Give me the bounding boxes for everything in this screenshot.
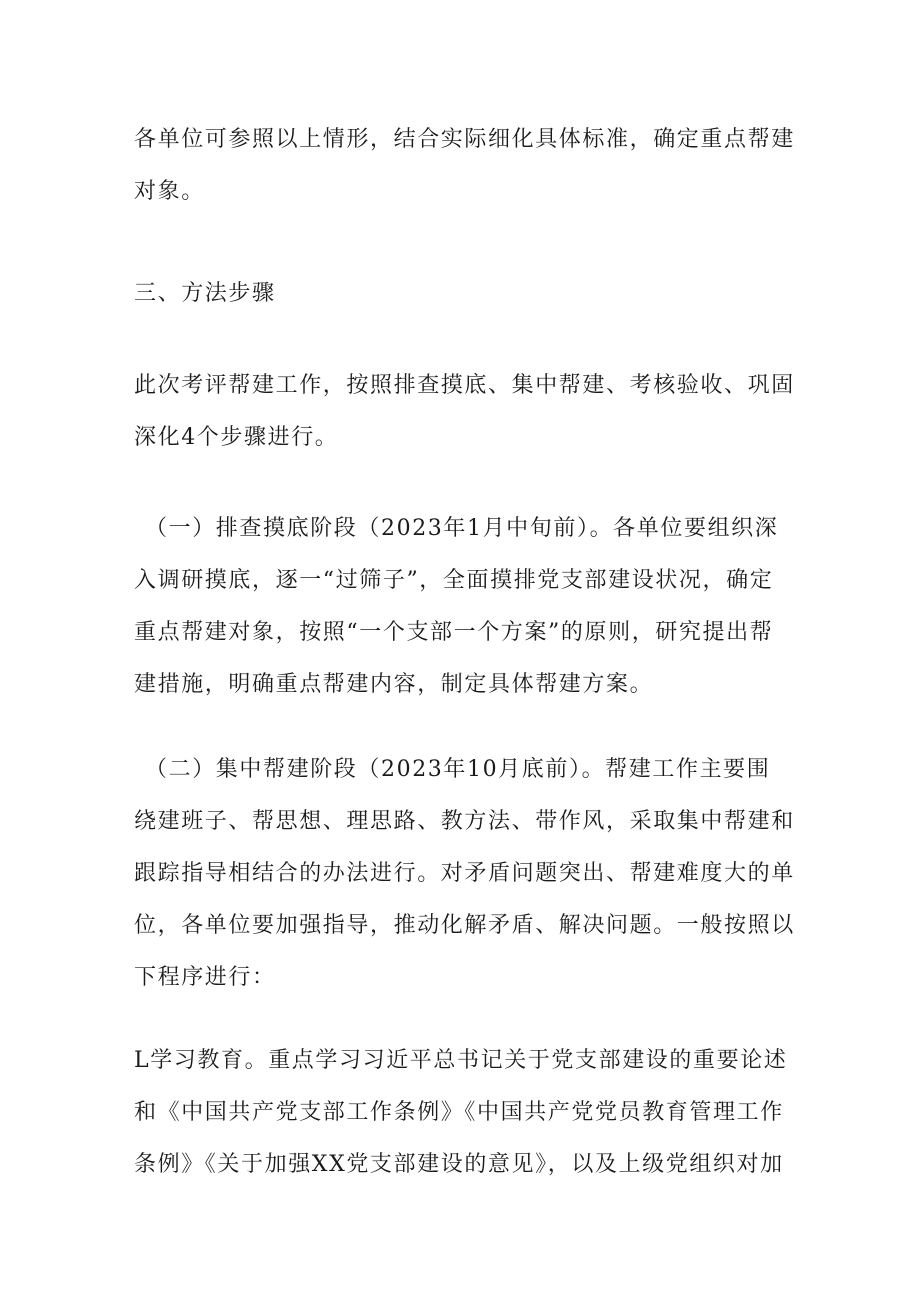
paragraph-steps-overview xyxy=(134,360,794,464)
text-line: （二）集中帮建阶段（2023年10月底前）。帮建工作主要围 xyxy=(145,757,771,782)
text-line: 入调研摸底，逐一“过筛子”，全面摸排党支部建设状况，确定 xyxy=(134,568,774,593)
text-line: 位，各单位要加强指导，推动化解矛盾、解决问题。一般按照以 xyxy=(134,913,795,938)
text-line: 下程序进行： xyxy=(134,965,276,990)
text-line: （一）排查摸底阶段（2023年1月中旬前）。各单位要组织深 xyxy=(145,516,779,541)
text-line: 重点帮建对象，按照“一个支部一个方案”的原则，研究提出帮 xyxy=(134,620,774,645)
text-line: 条例》《关于加强XX党支部建设的意见》，以及上级党组织对加 xyxy=(134,1152,784,1177)
text-line: L学习教育。重点学习习近平总书记关于党支部建设的重要论述 xyxy=(134,1048,788,1073)
heading-text: 三、方法步骤 xyxy=(134,281,276,306)
text-line: 对象。 xyxy=(134,179,205,204)
text-line: 各单位可参照以上情形，结合实际细化具体标准，确定重点帮建 xyxy=(134,127,795,152)
text-line: 和《中国共产党支部工作条例》《中国共产党党员教育管理工作 xyxy=(134,1100,784,1125)
text-line: 绕建班子、帮思想、理思路、教方法、带作风，采取集中帮建和 xyxy=(134,809,795,834)
text-line: 深化4个步骤进行。 xyxy=(134,425,339,450)
section-heading-methods xyxy=(134,268,794,320)
text-line: 跟踪指导相结合的办法进行。对矛盾问题突出、帮建难度大的单 xyxy=(134,861,795,886)
paragraph-criteria xyxy=(134,114,794,218)
paragraph-study-education xyxy=(134,1035,794,1191)
text-line: 此次考评帮建工作，按照排查摸底、集中帮建、考核验收、巩固 xyxy=(134,373,795,398)
text-line: 建措施，明确重点帮建内容，制定具体帮建方案。 xyxy=(134,672,654,697)
paragraph-stage-two xyxy=(134,744,794,1004)
paragraph-stage-one xyxy=(134,503,794,711)
